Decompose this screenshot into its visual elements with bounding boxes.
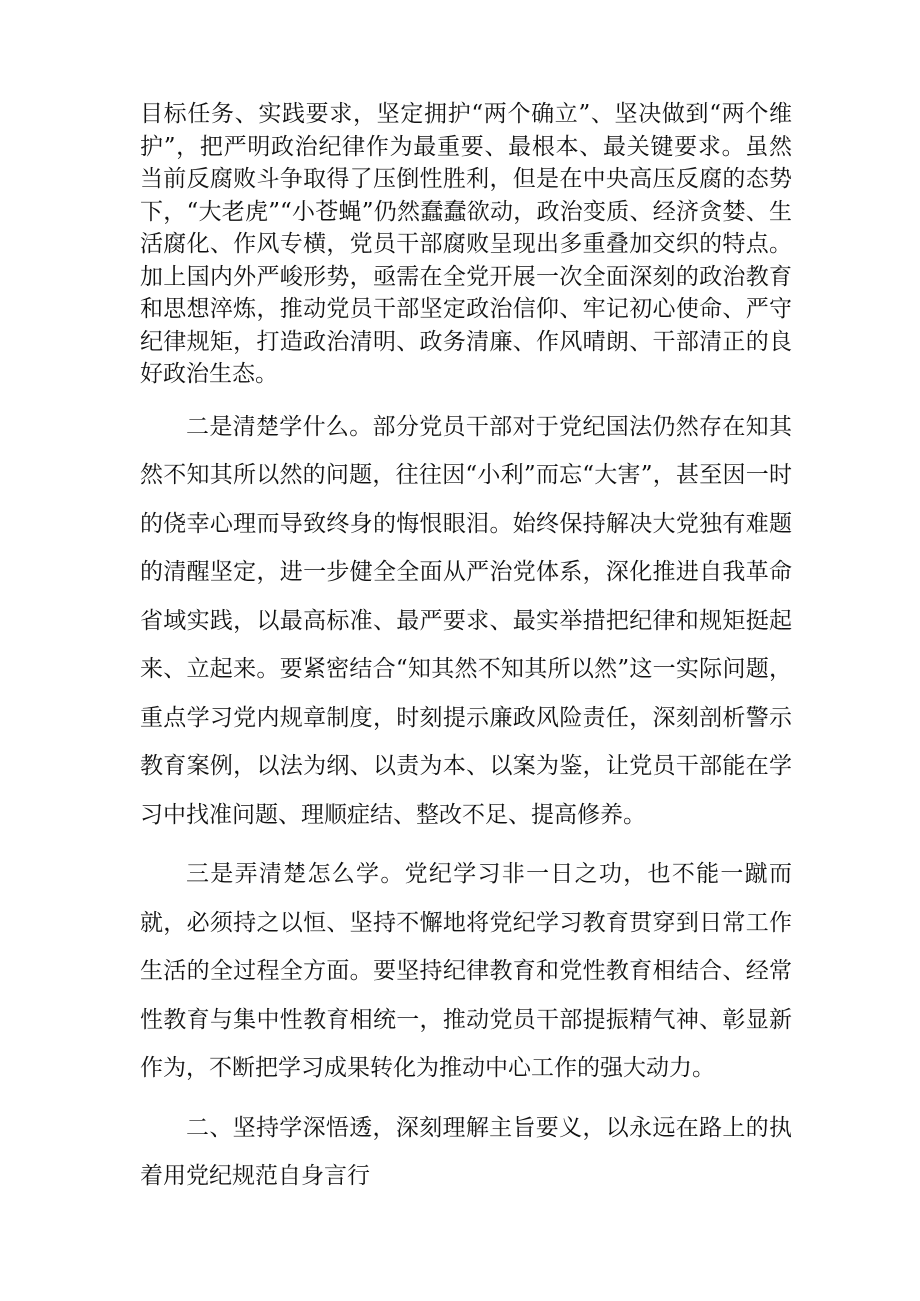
paragraph-what-to-learn: 二是清楚学什么。部分党员干部对于党纪国法仍然存在知其然不知其所以然的问题，往往因“小利”而忘“大害”，甚至因一时的侥幸心理而导致终身的悔恨眼泪。始终保持解决大党独有难题的清醒坚定，进一步健全全面从严治党体系，深化推进自我革命省域实践，以最高标准、最严要求、最实举措把纪律和规矩挺起来、立起来。要紧密结合“知其然不知其所以然”这一实际问题，重点学习党内规章制度，时刻提示廉政风险责任，深刻剖析警示教育案例，以法为纲、以责为本、以案为鉴，让党员干部能在学习中找准问题、理顺症结、整改不足、提高修养。 <box>140 413 792 828</box>
paragraph-how-to-learn: 三是弄清楚怎么学。党纪学习非一日之功，也不能一蹴而就，必须持之以恒、坚持不懈地将党纪学习教育贯穿到日常工作生活的全过程全方面。要坚持纪律教育和党性教育相结合、经常性教育与集中性教育相统一，推动党员干部提振精气神、彰显新作为，不断把学习成果转化为推动中心工作的强大动力。 <box>140 861 792 1081</box>
section-heading-two: 二、坚持学深悟透，深刻理解主旨要义，以永远在路上的执着用党纪规范自身言行 <box>140 1114 792 1189</box>
document-body <box>140 98 792 1212</box>
paragraph-political-discipline: 目标任务、实践要求，坚定拥护“两个确立”、坚决做到“两个维护”，把严明政治纪律作为最重要、最根本、最关键要求。虽然当前反腐败斗争取得了压倒性胜利，但是在中央高压反腐的态势下，“大老虎”“小苍蝇”仍然蠢蠢欲动，政治变质、经济贪婪、生活腐化、作风专横，党员干部腐败呈现出多重叠加交织的特点。加上国内外严峻形势，亟需在全党开展一次全面深刻的政治教育和思想淬炼，推动党员干部坚定政治信仰、牢记初心使命、严守纪律规矩，打造政治清明、政务清廉、作风晴朗、干部清正的良好政治生态。 <box>140 101 792 387</box>
